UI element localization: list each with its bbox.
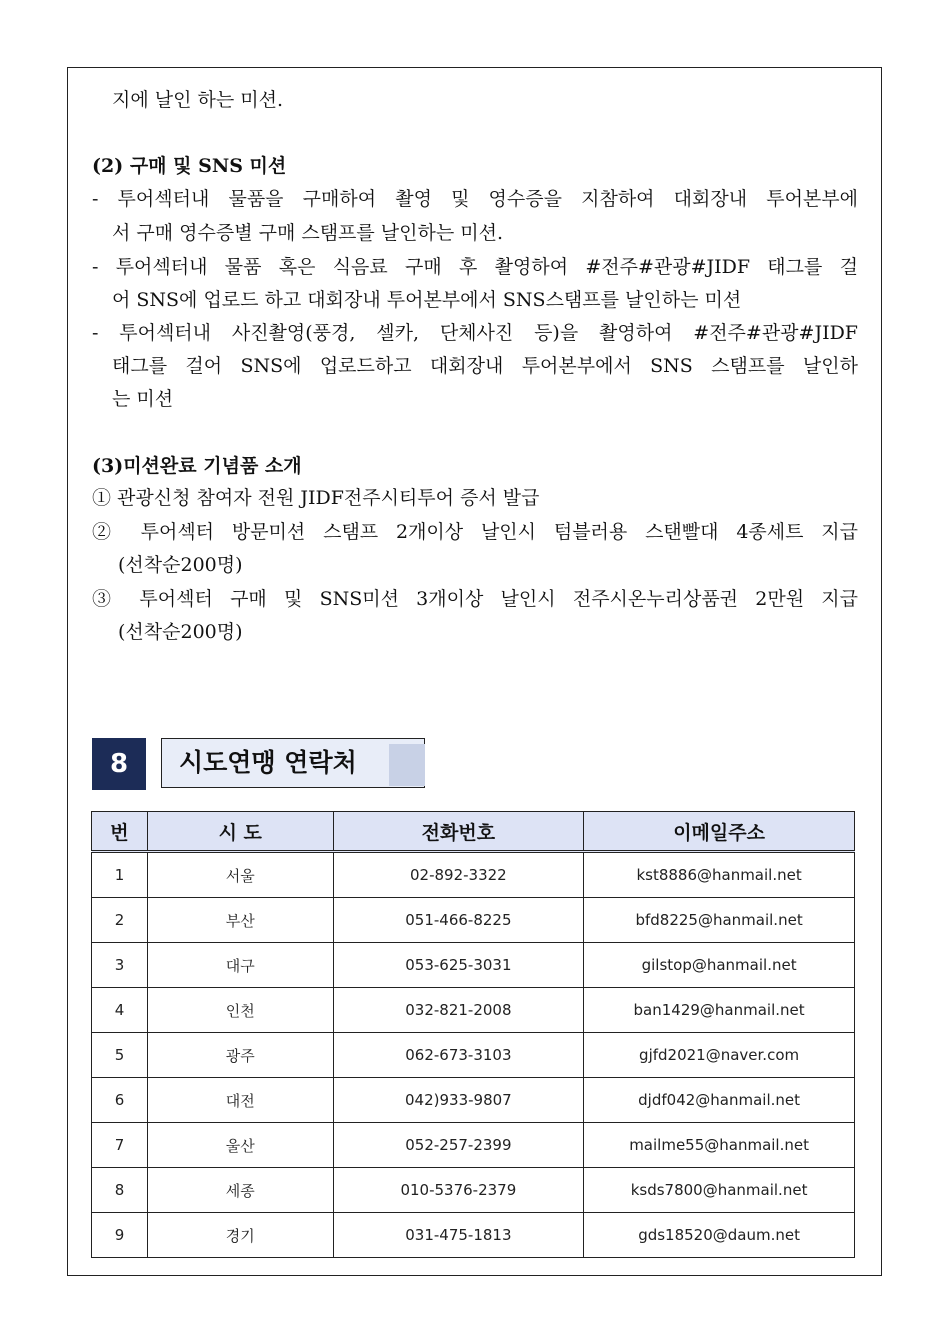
row-region: 대구 xyxy=(147,943,333,988)
row-region: 인천 xyxy=(147,988,333,1033)
row-phone: 032-821-2008 xyxy=(333,988,584,1033)
row-region: 울산 xyxy=(147,1123,333,1168)
row-phone: 052-257-2399 xyxy=(333,1123,584,1168)
row-number: 6 xyxy=(92,1078,148,1123)
row-email: ban1429@hanmail.net xyxy=(584,988,855,1033)
row-region: 광주 xyxy=(147,1033,333,1078)
section2-line: - 투어섹터내 사진촬영(풍경, 셀카, 단체사진 등)을 촬영하여 #전주#관광#JIDF xyxy=(92,322,858,344)
row-email: ksds7800@hanmail.net xyxy=(584,1168,855,1213)
row-email: kst8886@hanmail.net xyxy=(584,852,855,898)
row-email: djdf042@hanmail.net xyxy=(584,1078,855,1123)
row-phone: 010-5376-2379 xyxy=(333,1168,584,1213)
row-number: 4 xyxy=(92,988,148,1033)
header-email: 이메일주소 xyxy=(584,812,855,852)
table-row xyxy=(92,898,855,943)
table-row xyxy=(92,943,855,988)
section3-line: ③ 투어섹터 구매 및 SNS미션 3개이상 날인시 전주시온누리상품권 2만원 지급 xyxy=(92,588,858,610)
table-row xyxy=(92,852,855,898)
row-phone: 053-625-3031 xyxy=(333,943,584,988)
section3-line: ① 관광신청 참여자 전원 JIDF전주시티투어 증서 발급 xyxy=(92,487,540,509)
section3-line: (선착순200명) xyxy=(118,621,243,643)
row-phone: 042)933-9807 xyxy=(333,1078,584,1123)
section3-line: ② 투어섹터 방문미션 스탬프 2개이상 날인시 텀블러용 스탠빨대 4종세트 지급 xyxy=(92,521,858,543)
header-region: 시 도 xyxy=(147,812,333,852)
table-row xyxy=(92,1168,855,1213)
row-phone: 02-892-3322 xyxy=(333,852,584,898)
row-email: bfd8225@hanmail.net xyxy=(584,898,855,943)
section2-line: - 투어섹터내 물품 혹은 식음료 구매 후 촬영하여 #전주#관광#JIDF 태그를 걸 xyxy=(92,256,858,278)
intro-line: 지에 날인 하는 미션. xyxy=(112,89,283,111)
row-phone: 031-475-1813 xyxy=(333,1213,584,1258)
table-row xyxy=(92,1033,855,1078)
section2-line: 태그를 걸어 SNS에 업로드하고 대회장내 투어본부에서 SNS 스탬프를 날인하 xyxy=(112,355,858,377)
header-phone: 전화번호 xyxy=(333,812,584,852)
contacts-table xyxy=(91,811,855,1258)
row-phone: 062-673-3103 xyxy=(333,1033,584,1078)
row-number: 8 xyxy=(92,1168,148,1213)
row-region: 대전 xyxy=(147,1078,333,1123)
row-email: gilstop@hanmail.net xyxy=(584,943,855,988)
table-row xyxy=(92,1078,855,1123)
row-region: 경기 xyxy=(147,1213,333,1258)
section2-heading: (2) 구매 및 SNS 미션 xyxy=(92,155,287,177)
row-number: 7 xyxy=(92,1123,148,1168)
section3-line: (선착순200명) xyxy=(118,554,243,576)
section-title-box xyxy=(161,738,427,790)
row-region: 부산 xyxy=(147,898,333,943)
row-region: 서울 xyxy=(147,852,333,898)
row-number: 1 xyxy=(92,852,148,898)
table-row xyxy=(92,1213,855,1258)
row-email: mailme55@hanmail.net xyxy=(584,1123,855,1168)
section-title: 시도연맹 연락처 xyxy=(179,748,357,777)
row-number: 2 xyxy=(92,898,148,943)
section2-line: 는 미션 xyxy=(112,388,174,410)
table-row xyxy=(92,1123,855,1168)
table-row xyxy=(92,988,855,1033)
table-header-row xyxy=(92,812,855,852)
row-email: gds18520@daum.net xyxy=(584,1213,855,1258)
header-number: 번 xyxy=(92,812,148,852)
row-region: 세종 xyxy=(147,1168,333,1213)
section2-line: - 투어섹터내 물품을 구매하여 촬영 및 영수증을 지참하여 대회장내 투어본부에 xyxy=(92,188,858,210)
row-number: 5 xyxy=(92,1033,148,1078)
row-number: 3 xyxy=(92,943,148,988)
row-email: gjfd2021@naver.com xyxy=(584,1033,855,1078)
section-title-shade xyxy=(389,744,425,786)
section3-heading: (3)미션완료 기념품 소개 xyxy=(92,455,302,477)
section-number-badge: 8 xyxy=(92,738,146,790)
section2-line: 어 SNS에 업로드 하고 대회장내 투어본부에서 SNS스탬프를 날인하는 미션 xyxy=(112,289,742,311)
row-number: 9 xyxy=(92,1213,148,1258)
section2-line: 서 구매 영수증별 구매 스탬프를 날인하는 미션. xyxy=(112,222,504,244)
row-phone: 051-466-8225 xyxy=(333,898,584,943)
